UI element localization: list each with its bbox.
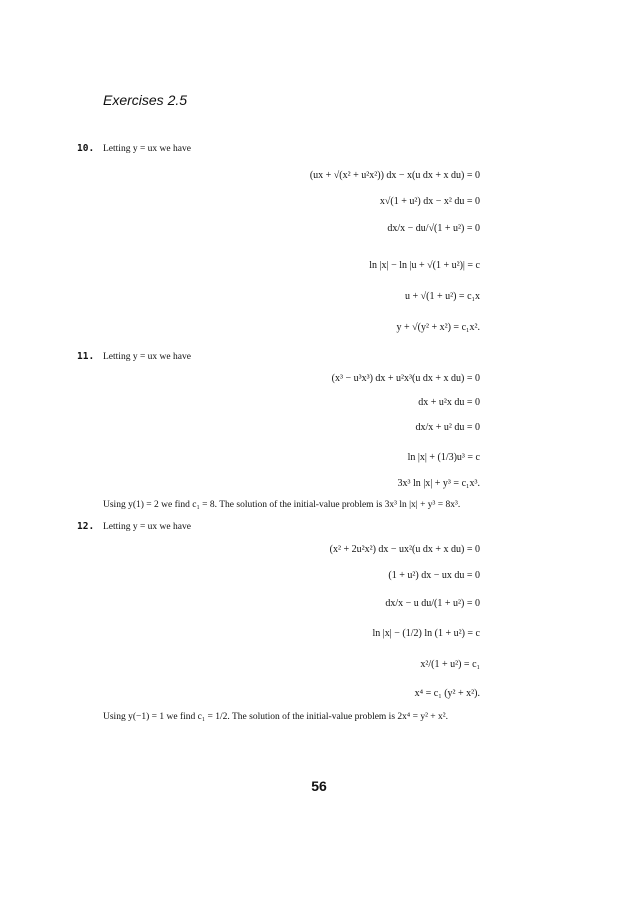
equation-line: ln |x| − (1/2) ln (1 + u²) = c [372, 628, 480, 639]
equation-line: u + √(1 + u²) = c₁x [405, 291, 480, 302]
equation-line: (x² + 2u²x²) dx − ux²(u dx + x du) = 0 [329, 544, 480, 555]
equation-line: dx/x + u² du = 0 [415, 422, 480, 433]
problem-intro: Letting y = ux we have [103, 144, 191, 154]
problem-number: 11. [77, 351, 95, 362]
equation-line: x²/(1 + u²) = c₁ [420, 659, 480, 670]
equation-line: (1 + u²) dx − ux du = 0 [388, 570, 480, 581]
section-heading: Exercises 2.5 [103, 92, 188, 108]
equation-line: dx + u²x du = 0 [418, 397, 480, 408]
problem-conclusion: Using y(−1) = 1 we find c₁ = 1/2. The solution of the initial-value problem is 2x⁴ = y² + x². [103, 712, 448, 722]
equation-line: 3x³ ln |x| + y³ = c₁x³. [397, 478, 480, 489]
equation-line: (ux + √(x² + u²x²)) dx − x(u dx + x du) = 0 [309, 170, 480, 181]
equation-line: ln |x| + (1/3)u³ = c [407, 452, 480, 463]
problem-conclusion: Using y(1) = 2 we find c₁ = 8. The solution of the initial-value problem is 3x³ ln |x| + y³ = 8x³. [103, 500, 461, 510]
page-number: 56 [311, 778, 327, 794]
equation-line: x√(1 + u²) dx − x² du = 0 [379, 196, 480, 207]
problem-number: 10. [77, 143, 95, 154]
equation-line: x⁴ = c₁ (y² + x²). [414, 688, 480, 699]
equation-line: (x³ − u³x³) dx + u²x³(u dx + x du) = 0 [331, 373, 480, 384]
equation-line: dx/x − du/√(1 + u²) = 0 [387, 223, 480, 234]
equation-line: dx/x − u du/(1 + u²) = 0 [385, 598, 480, 609]
problem-intro: Letting y = ux we have [103, 352, 191, 362]
equation-line: y + √(y² + x²) = c₁x². [396, 322, 480, 333]
problem-number: 12. [77, 521, 95, 532]
equation-line: ln |x| − ln |u + √(1 + u²)| = c [369, 260, 480, 271]
problem-intro: Letting y = ux we have [103, 522, 191, 532]
